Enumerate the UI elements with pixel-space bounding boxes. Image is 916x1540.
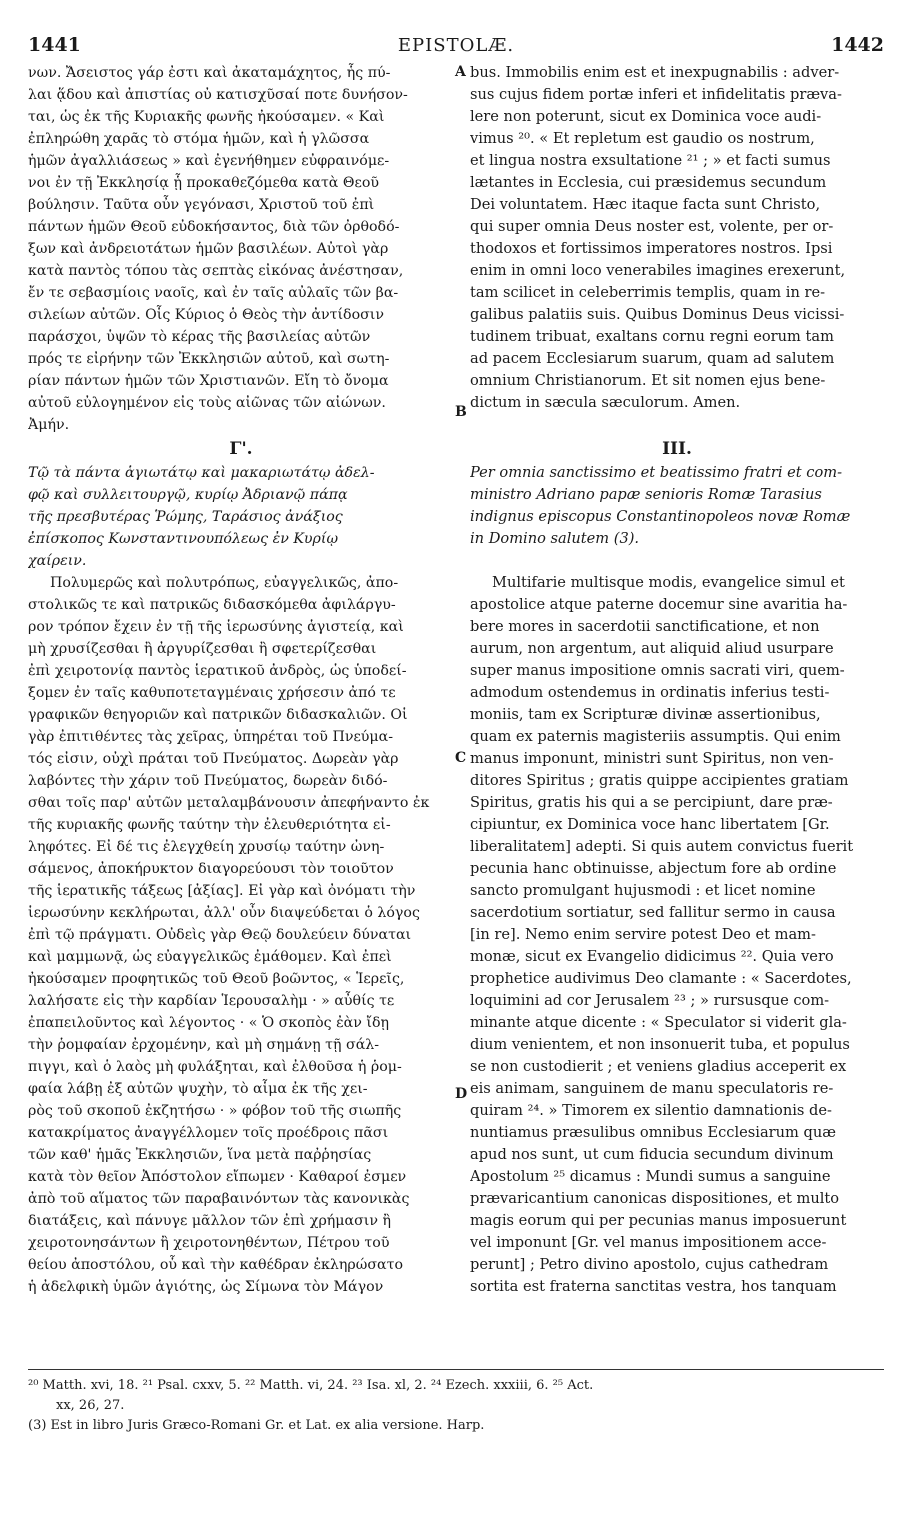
latin-column xyxy=(470,62,884,1298)
text-line: prophetice audivimus Deo clamante : « Sacerdotes, xyxy=(470,970,852,987)
text-line: θείου ἀποστόλου, οὗ καὶ τὴν καθέδραν ἐκληρώσατο xyxy=(28,1257,403,1273)
text-line: Dei voluntatem. Hæc itaque facta sunt Christo, xyxy=(470,196,821,213)
margin-letter-a: A xyxy=(455,64,466,80)
text-line: ἀπὸ τοῦ αἵματος τῶν παραβαινόντων τὰς κανονικὰς xyxy=(28,1191,410,1207)
text-line: ad pacem Ecclesiarum suarum, quam ad salutem xyxy=(470,350,835,367)
text-line: lætantes in Ecclesia, cui præsidemus secundum xyxy=(470,174,827,191)
footnote-rule xyxy=(28,1369,884,1370)
text-line: ται, ὡς ἐκ τῆς Κυριακῆς φωνῆς ἠκούσαμεν. « Καὶ xyxy=(28,109,385,125)
text-line: φῷ καὶ συλλειτουργῷ, κυρίῳ Ἀδριανῷ πάπᾳ xyxy=(28,487,348,503)
text-line: cipiuntur, ex Dominica voce hanc libertatem [Gr. xyxy=(470,816,830,833)
text-line: αὐτοῦ εὐλογημένον εἰς τοὺς αἰῶνας τῶν αἰώνων. xyxy=(28,395,386,411)
text-line: τῆς κυριακῆς φωνῆς ταύτην τὴν ἐλευθεριότητα εἰ- xyxy=(28,817,391,833)
greek-column xyxy=(28,62,454,1298)
footnote-line: ²⁰ Matth. xvi, 18. ²¹ Psal. cxxv, 5. ²² Matth. vi, 24. ²³ Isa. xl, 2. ²⁴ Ezech. xxxiii, 6. ²⁵ Act. xyxy=(28,1378,594,1393)
text-line: bus. Immobilis enim est et inexpugnabilis : adver- xyxy=(470,64,840,81)
latin-body-paragraph xyxy=(470,572,884,1298)
text-line: dium venientem, et non insonuerit tuba, et populus xyxy=(470,1036,850,1053)
page-number-right: 1442 xyxy=(831,34,884,56)
text-line: liberalitatem] adepti. Si quis autem convictus fuerit xyxy=(470,838,854,855)
text-line: prævaricantium canonicas dispositiones, et multo xyxy=(470,1190,840,1207)
margin-letter-d: D xyxy=(455,1086,468,1102)
text-line: indignus episcopus Constantinopoleos novæ Romæ xyxy=(470,508,851,525)
text-line: se non custodierit ; et veniens gladius acceperit ex xyxy=(470,1058,847,1075)
text-line: ρον τρόπον ἔχειν ἐν τῇ τῆς ἱερωσύνης ἁγιστείᾳ, καὶ xyxy=(28,619,404,635)
text-line: γραφικῶν θεηγοριῶν καὶ πατρικῶν διδασκαλιῶν. Οἱ xyxy=(28,707,408,723)
text-line: lere non poterunt, sicut ex Dominica voce audi- xyxy=(470,108,822,125)
text-line: νων. Ἄσειστος γάρ ἐστι καὶ ἀκαταμάχητος, ἧς πύ- xyxy=(28,65,391,81)
text-line: galibus palatiis suis. Quibus Dominus Deus vicissi- xyxy=(470,306,845,323)
text-line: χαίρειν. xyxy=(28,553,87,569)
text-line: ληφότες. Εἰ δέ τις ἐλεγχθείη χρυσίῳ ταύτην ὠνη- xyxy=(28,839,385,855)
text-line: τός εἰσιν, οὐχὶ πράται τοῦ Πνεύματος. Δωρεὰν γὰρ xyxy=(28,751,399,767)
text-line: minante atque dicente : « Speculator si viderit gla- xyxy=(470,1014,847,1031)
text-line: Multifarie multisque modis, evangelice simul et xyxy=(492,574,845,591)
text-line: manus imponunt, ministri sunt Spiritus, non ven- xyxy=(470,750,834,767)
text-line: ἡ ἀδελφικὴ ὑμῶν ἁγιότης, ὡς Σίμωνα τὸν Μάγον xyxy=(28,1279,384,1295)
greek-section-heading: Γ'. xyxy=(229,439,253,459)
text-line: ξομεν ἐν ταῖς καθυποτεταγμέναις χρήσεσιν ἀπό τε xyxy=(28,685,396,701)
page-header xyxy=(28,34,884,58)
text-line: ministro Adriano papæ senioris Romæ Tarasius xyxy=(470,486,822,503)
text-line: σάμενος, ἀποκήρυκτον διαγορεύουσι τὸν τοιοῦτον xyxy=(28,861,394,877)
text-line: aurum, non argentum, aut aliquid aliud usurpare xyxy=(470,640,834,657)
text-line: τὴν ῥομφαίαν ἐρχομένην, καὶ μὴ σημάνῃ τῇ σάλ- xyxy=(28,1037,380,1053)
text-line: qui super omnia Deus noster est, volente, per or- xyxy=(470,218,834,235)
text-line: ἡμῶν ἀγαλλιάσεως » καὶ ἐγενήθημεν εὐφραινόμε- xyxy=(28,153,390,169)
text-line: κατακρίματος ἀναγγέλλομεν τοῖς προέδροις πᾶσι xyxy=(28,1125,389,1141)
text-line: ἐπὶ τῷ πράγματι. Οὐδεὶς γὰρ Θεῷ δουλεύειν δύναται xyxy=(28,927,412,943)
margin-letter-b: B xyxy=(455,404,467,420)
text-line: Πολυμερῶς καὶ πολυτρόπως, εὐαγγελικῶς, ἀπο- xyxy=(50,575,399,591)
text-line: παράσχοι, ὑψῶν τὸ κέρας τῆς βασιλείας αὐτῶν xyxy=(28,329,371,345)
margin-letter-c: C xyxy=(455,750,467,766)
text-line: in Domino salutem (3). xyxy=(470,530,640,547)
text-line: pecunia hanc obtinuisse, abjectum fore ab ordine xyxy=(470,860,837,877)
text-line: ditores Spiritus ; gratis quippe accipientes gratiam xyxy=(470,772,849,789)
text-line: τῆς ἱερατικῆς τάξεως [ἀξίας]. Εἰ γὰρ καὶ ὀνόματι τὴν xyxy=(28,883,416,899)
text-line: perunt] ; Petro divino apostolo, cujus cathedram xyxy=(470,1256,829,1273)
text-line: ρίαν πάντων ἡμῶν τῶν Χριστιανῶν. Εἴη τὸ ὄνομα xyxy=(28,373,389,389)
text-line: tudinem tribuat, exaltans cornu regni eorum tam xyxy=(470,328,834,345)
text-line: γὰρ ἐπιτιθέντες τὰς χεῖρας, ὑπηρέται τοῦ Πνεύμα- xyxy=(28,729,394,745)
text-line: πάντων ἡμῶν Θεοῦ εὐδοκήσαντος, διὰ τῶν ὀρθοδό- xyxy=(28,219,400,235)
page-number-left: 1441 xyxy=(28,34,81,56)
text-line: καὶ μαμμωνᾷ, ὡς εὐαγγελικῶς ἐμάθομεν. Καὶ ἐπεὶ xyxy=(28,949,392,965)
text-line: tam scilicet in celeberrimis templis, quam in re- xyxy=(470,284,826,301)
text-line: thodoxos et fortissimos imperatores nostros. Ipsi xyxy=(470,240,833,257)
footnotes xyxy=(28,1376,888,1436)
text-line: κατὰ τὸν θεῖον Ἀπόστολον εἴπωμεν · Καθαροί ἐσμεν xyxy=(28,1169,407,1185)
text-line: ἐπαπειλοῦντος καὶ λέγοντος · « Ὁ σκοπὸς ἐὰν ἴδῃ xyxy=(28,1015,389,1031)
text-line: φαία λάβῃ ἐξ αὐτῶν ψυχὴν, τὸ αἷμα ἐκ τῆς χει- xyxy=(28,1081,368,1097)
text-line: loquimini ad cor Jerusalem ²³ ; » rursusque com- xyxy=(470,992,830,1009)
text-line: dictum in sæcula sæculorum. Amen. xyxy=(470,394,741,411)
text-line: Τῷ τὰ πάντα ἁγιωτάτῳ καὶ μακαριωτάτῳ ἀδελ- xyxy=(28,465,375,481)
text-line: κατὰ παντὸς τόπου τὰς σεπτὰς εἰκόνας ἀνέστησαν, xyxy=(28,263,404,279)
running-title: EPISTOLÆ. xyxy=(397,35,515,56)
text-line: sancto promulgant hujusmodi : et licet nomine xyxy=(470,882,816,899)
text-line: λαι ᾅδου καὶ ἀπιστίας οὐ κατισχῦσαί ποτε δυνήσον- xyxy=(28,87,408,103)
text-line: apostolice atque paterne docemur sine avaritia ha- xyxy=(470,596,848,613)
text-line: τῶν καθ' ἡμᾶς Ἐκκλησιῶν, ἵνα μετὰ παῤῥησίας xyxy=(28,1147,372,1163)
text-line: omnium Christianorum. Et sit nomen ejus bene- xyxy=(470,372,826,389)
text-line: sacerdotium sortiatur, sed fallitur sermo in causa xyxy=(470,904,836,921)
text-line: Per omnia sanctissimo et beatissimo fratri et com- xyxy=(470,464,843,481)
text-line: χειροτονησάντων ἢ χειροτονηθέντων, Πέτρου τοῦ xyxy=(28,1235,390,1251)
text-line: sortita est fraterna sanctitas vestra, hos tanquam xyxy=(470,1278,837,1295)
latin-top-paragraph xyxy=(470,62,884,414)
text-line: νοι ἐν τῇ Ἐκκλησίᾳ ᾗ προκαθεζόμεθα κατὰ Θεοῦ xyxy=(28,175,380,191)
text-line: Ἀμήν. xyxy=(28,417,70,433)
text-line: vel imponunt [Gr. vel manus impositionem acce- xyxy=(470,1234,827,1251)
latin-section-heading: III. xyxy=(662,439,692,459)
text-line: bere mores in sacerdotii sanctificatione, et non xyxy=(470,618,820,635)
text-line: et lingua nostra exsultatione ²¹ ; » et facti sumus xyxy=(470,152,831,169)
text-line: μὴ χρυσίζεσθαι ἢ ἀργυρίζεσθαι ἢ σφετερίζεσθαι xyxy=(28,641,377,657)
text-line: monæ, sicut ex Evangelio didicimus ²². Quia vero xyxy=(470,948,834,965)
text-line: πιγγι, καὶ ὁ λαὸς μὴ φυλάξηται, καὶ ἐλθοῦσα ἡ ῥομ- xyxy=(28,1059,402,1075)
latin-address xyxy=(470,462,884,550)
text-line: admodum ostendemus in ordinatis inferius testi- xyxy=(470,684,830,701)
text-line: ἐπληρώθη χαρᾶς τὸ στόμα ἡμῶν, καὶ ἡ γλῶσσα xyxy=(28,131,370,147)
text-line: βούλησιν. Ταῦτα οὖν γεγόνασι, Χριστοῦ τοῦ ἐπὶ xyxy=(28,197,375,213)
text-line: ἠκούσαμεν προφητικῶς τοῦ Θεοῦ βοῶντος, « Ἱερεῖς, xyxy=(28,971,405,987)
text-line: λαλήσατε εἰς τὴν καρδίαν Ἱερουσαλὴμ · » αὖθίς τε xyxy=(28,993,395,1009)
greek-address xyxy=(28,462,454,572)
text-line: λαβόντες τὴν χάριν τοῦ Πνεύματος, δωρεὰν διδό- xyxy=(28,773,388,789)
text-line: ρὸς τοῦ σκοποῦ ἐκζητήσω · » φόβον τοῦ τῆς σιωπῆς xyxy=(28,1103,402,1119)
greek-body-paragraph xyxy=(28,572,454,1298)
text-line: σθαι τοῖς παρ' αὐτῶν μεταλαμβάνουσιν ἀπεφήναντο ἐκ xyxy=(28,795,430,811)
text-line: sus cujus fidem portæ inferi et infidelitatis præva- xyxy=(470,86,842,103)
greek-top-paragraph xyxy=(28,62,454,436)
text-line: διατάξεις, καὶ πάνυγε μᾶλλον τῶν ἐπὶ χρήμασιν ἢ xyxy=(28,1213,391,1229)
footnote-line: (3) Est in libro Juris Græco-Romani Gr. et Lat. ex alia versione. Harp. xyxy=(28,1418,485,1433)
text-line: magis eorum qui per pecunias manus imposuerunt xyxy=(470,1212,847,1229)
text-line: σιλείων αὐτῶν. Οἷς Κύριος ὁ Θεὸς τὴν ἀντίδοσιν xyxy=(28,307,384,323)
text-line: eis animam, sanguinem de manu speculatoris re- xyxy=(470,1080,834,1097)
text-line: Spiritus, gratis his qui a se percipiunt, dare præ- xyxy=(470,794,833,811)
text-line: ἱερωσύνην κεκλήρωται, ἀλλ' οὖν διαψεύδεται ὁ λόγος xyxy=(28,905,420,921)
text-line: τῆς πρεσβυτέρας Ῥώμης, Ταράσιος ἀνάξιος xyxy=(28,509,343,525)
text-line: [in re]. Nemo enim servire potest Deo et mam- xyxy=(470,926,816,943)
text-line: nuntiamus præsulibus omnibus Ecclesiarum quæ xyxy=(470,1124,836,1141)
footnote-line: xx, 26, 27. xyxy=(56,1398,125,1413)
text-line: Apostolum ²⁵ dicamus : Mundi sumus a sanguine xyxy=(470,1168,831,1185)
text-line: vimus ²⁰. « Et repletum est gaudio os nostrum, xyxy=(470,130,815,147)
text-line: apud nos sunt, ut cum fiducia secundum divinum xyxy=(470,1146,834,1163)
text-line: enim in omni loco venerabiles imagines erexerunt, xyxy=(470,262,846,279)
text-line: στολικῶς τε καὶ πατρικῶς διδασκόμεθα ἀφιλάργυ- xyxy=(28,597,396,613)
text-line: quam ex paternis magisteriis assumptis. Qui enim xyxy=(470,728,841,745)
text-line: ἐπίσκοπος Κωνσταντινουπόλεως ἐν Κυρίῳ xyxy=(28,531,339,547)
text-line: moniis, tam ex Scripturæ divinæ assertionibus, xyxy=(470,706,821,723)
text-line: ξων καὶ ἀνδρειοτάτων ἡμῶν βασιλέων. Αὐτοὶ γὰρ xyxy=(28,241,389,257)
text-line: ἔν τε σεβασμίοις ναοῖς, καὶ ἐν ταῖς αὐλαῖς τῶν βα- xyxy=(28,285,399,301)
text-line: quiram ²⁴. » Timorem ex silentio damnationis de- xyxy=(470,1102,832,1119)
text-line: ἐπὶ χειροτονίᾳ παντὸς ἱερατικοῦ ἀνδρὸς, ὡς ὑποδεί- xyxy=(28,663,407,679)
text-line: πρός τε εἰρήνην τῶν Ἐκκλησιῶν αὐτοῦ, καὶ σωτη- xyxy=(28,351,390,367)
text-line: super manus impositione omnis sacrati viri, quem- xyxy=(470,662,845,679)
